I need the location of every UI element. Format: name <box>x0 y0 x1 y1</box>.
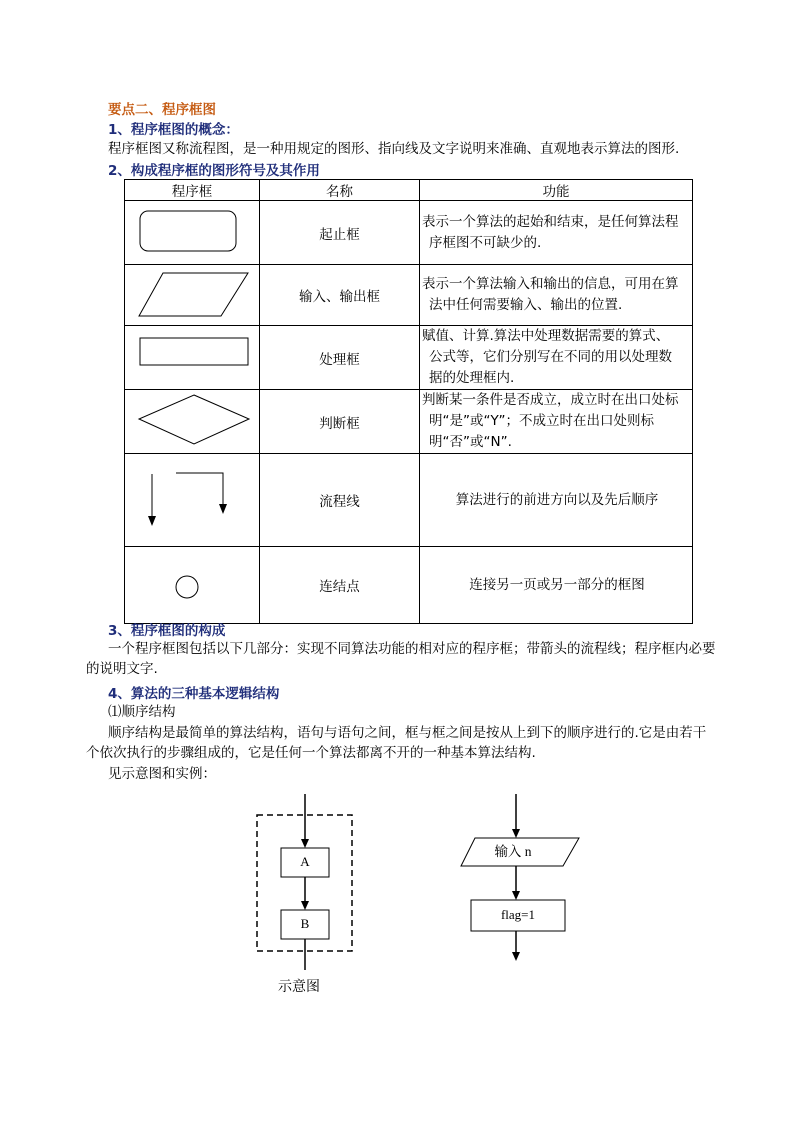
symbol-name: 连结点 <box>260 547 420 624</box>
terminal-symbol-cell <box>125 201 260 265</box>
table-row <box>125 454 693 547</box>
column-header: 名称 <box>260 180 420 201</box>
decision-diamond-icon <box>125 390 259 453</box>
process-rectangle-icon <box>125 326 259 389</box>
flow-line-symbol-cell <box>125 454 260 547</box>
symbols-heading: 2、构成程序框的图形符号及其作用 <box>108 163 320 179</box>
symbol-name: 流程线 <box>260 454 420 547</box>
column-header: 程序框 <box>125 180 260 201</box>
structures-heading: 4、算法的三种基本逻辑结构 <box>108 686 280 702</box>
terminal-rounded-rectangle-icon <box>125 201 259 264</box>
symbol-function: 表示一个算法的起始和结束，是任何算法程 序框图不可缺少的. <box>420 201 693 265</box>
table-row <box>125 265 693 326</box>
symbols-table <box>124 179 693 624</box>
column-header: 功能 <box>420 180 693 201</box>
schematic-caption: 示意图 <box>278 979 320 995</box>
symbol-function: 算法进行的前进方向以及先后顺序 <box>420 454 693 547</box>
flow-line-arrows-icon <box>125 454 259 546</box>
symbol-name: 处理框 <box>260 326 420 390</box>
connector-symbol-cell <box>125 547 260 624</box>
decision-symbol-cell <box>125 390 260 454</box>
symbol-name: 输入、输出框 <box>260 265 420 326</box>
symbol-function: 赋值、计算.算法中处理数据需要的算式、 公式等，它们分别写在不同的用以处理数 据的处理框内. <box>420 326 693 390</box>
symbol-name: 判断框 <box>260 390 420 454</box>
box-b-label: B <box>300 916 310 931</box>
table-row <box>125 390 693 454</box>
table-header-row <box>125 180 693 201</box>
process-symbol-cell <box>125 326 260 390</box>
table-row <box>125 326 693 390</box>
concept-heading: 1、程序框图的概念： <box>108 122 239 138</box>
sequence-text-line2: 个依次执行的步骤组成的，它是任何一个算法都离不开的一种基本算法结构. <box>86 745 536 761</box>
sequence-text-line1: 顺序结构是最简单的算法结构，语句与语句之间，框与框之间是按从上到下的顺序进行的.它是由若干 <box>108 725 707 741</box>
table-row <box>125 201 693 265</box>
symbol-function: 表示一个算法输入和输出的信息，可用在算 法中任何需要输入、输出的位置. <box>420 265 693 326</box>
see-diagram-text: 见示意图和实例： <box>108 766 216 782</box>
symbol-function: 连接另一页或另一部分的框图 <box>420 547 693 624</box>
sequence-schematic-diagram <box>250 790 370 970</box>
sequence-example-diagram <box>455 790 590 965</box>
symbol-function: 判断某一条件是否成立，成立时在出口处标 明“是”或“Y”；不成立时在出口处则标 明“否”或“N”. <box>420 390 693 454</box>
symbol-name: 起止框 <box>260 201 420 265</box>
input-output-symbol-cell <box>125 265 260 326</box>
composition-text-line1: 一个程序框图包括以下几部分：实现不同算法功能的相对应的程序框；带箭头的流程线；程序框内必要 <box>108 641 716 657</box>
section-title: 要点二、程序框图 <box>108 102 216 118</box>
composition-text-line2: 的说明文字. <box>86 661 158 677</box>
concept-text: 程序框图又称流程图，是一种用规定的图形、指向线及文字说明来准确、直观地表示算法的图形. <box>108 141 680 157</box>
input-box-label: 输入 n <box>494 844 532 859</box>
assign-box-label: flag=1 <box>500 907 536 922</box>
connector-circle-icon <box>125 547 259 623</box>
box-a-label: A <box>300 854 310 869</box>
input-output-parallelogram-icon <box>125 265 259 325</box>
composition-heading: 3、程序框图的构成 <box>108 623 226 639</box>
sequence-structure-subheading: ⑴顺序结构 <box>108 704 176 720</box>
table-row <box>125 547 693 624</box>
